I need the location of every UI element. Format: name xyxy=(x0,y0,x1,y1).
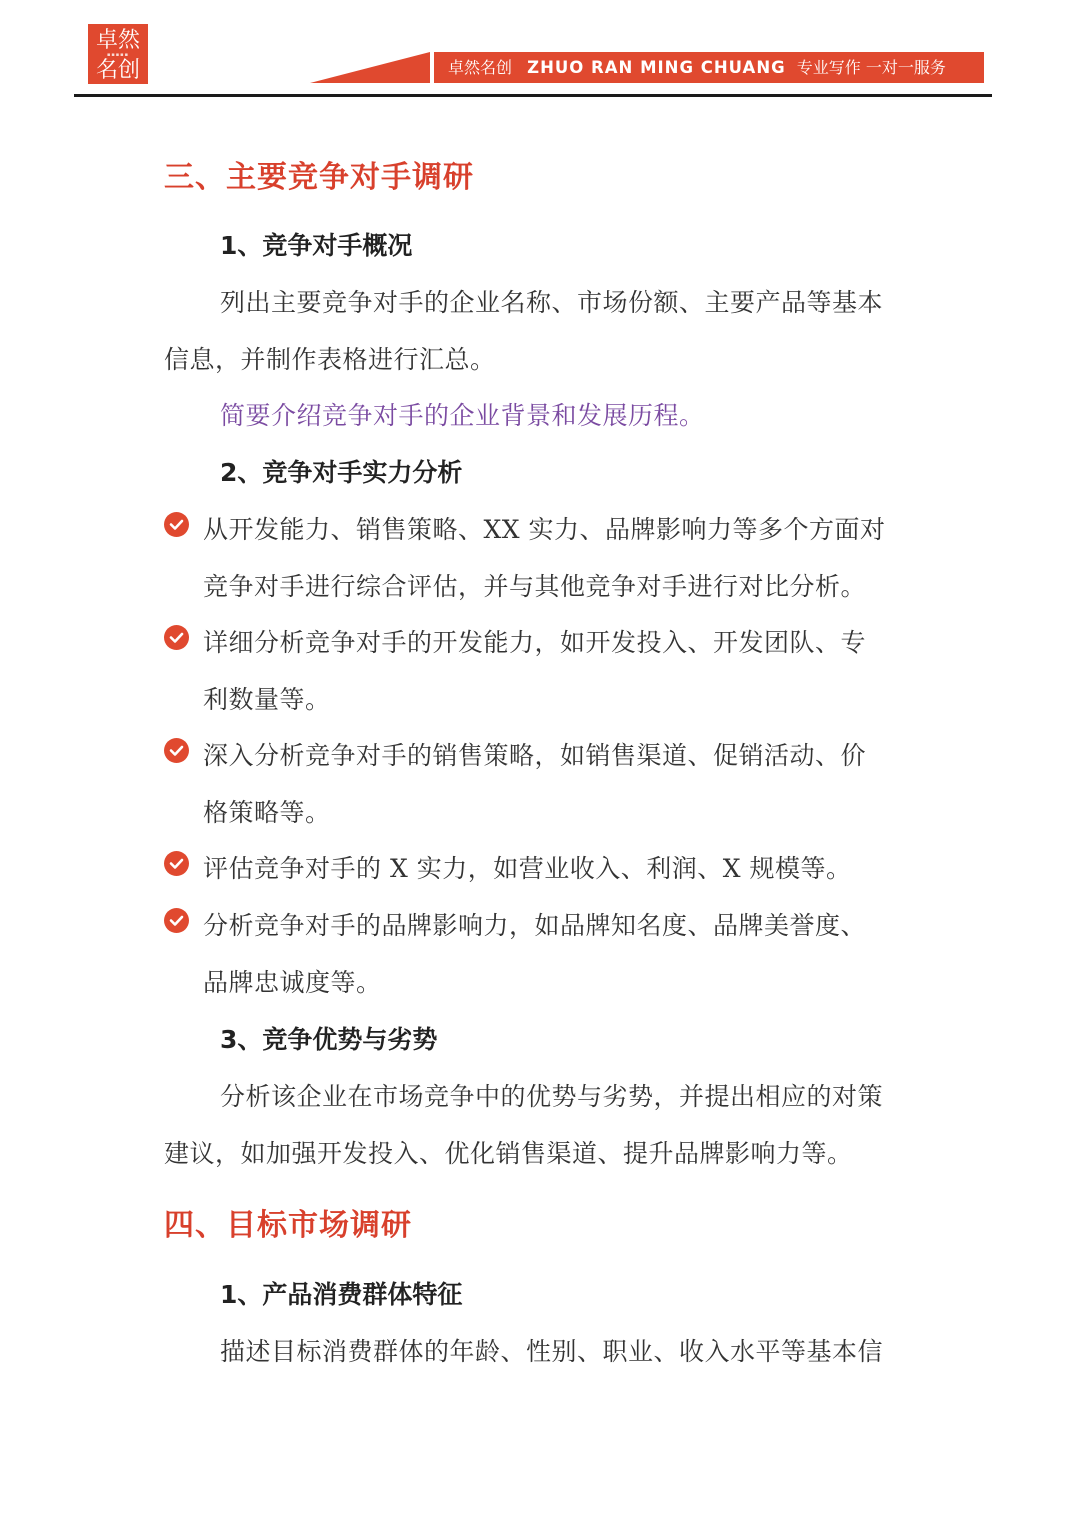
header-brand-en: ZHUO RAN MING CHUANG xyxy=(527,58,786,77)
bullet-line: 评估竞争对手的 X 实力，如营业收入、利润、X 规模等。 xyxy=(203,854,852,883)
check-icon xyxy=(164,851,189,876)
bullet-line: 详细分析竞争对手的开发能力，如开发投入、开发团队、专 xyxy=(203,628,867,657)
bullet-line: 竞争对手进行综合评估，并与其他竞争对手进行对比分析。 xyxy=(203,572,867,601)
check-icon xyxy=(164,512,189,537)
bullet-line: 深入分析竞争对手的销售策略，如销售渠道、促销活动、价 xyxy=(203,741,867,770)
brand-logo xyxy=(88,24,148,84)
bullet-line: 从开发能力、销售策略、XX 实力、品牌影响力等多个方面对 xyxy=(203,515,886,544)
section-title-target-market: 四、目标市场调研 xyxy=(164,1208,412,1243)
check-icon xyxy=(164,625,189,650)
section-title-competitors: 三、主要竞争对手调研 xyxy=(164,160,474,195)
paragraph-line: 描述目标消费群体的年龄、性别、职业、收入水平等基本信 xyxy=(220,1337,884,1366)
header-wedge-decoration xyxy=(310,52,430,83)
header-slogan: 专业写作 一对一服务 xyxy=(796,58,946,77)
subsection-title-consumer-group: 1、产品消费群体特征 xyxy=(220,1280,463,1309)
paragraph-line: 建议，如加强开发投入、优化销售渠道、提升品牌影响力等。 xyxy=(164,1139,853,1168)
check-icon xyxy=(164,738,189,763)
logo-text-top: 卓然 xyxy=(95,28,140,53)
subsection-title-advantages: 3、竞争优势与劣势 xyxy=(220,1025,438,1054)
subsection-title-strength: 2、竞争对手实力分析 xyxy=(220,458,463,487)
logo-text-bottom: 名创 xyxy=(95,58,140,83)
header-banner xyxy=(434,52,984,83)
subsection-title-overview: 1、竞争对手概况 xyxy=(220,231,413,260)
paragraph-line: 信息，并制作表格进行汇总。 xyxy=(164,345,496,374)
paragraph-line: 列出主要竞争对手的企业名称、市场份额、主要产品等基本 xyxy=(220,288,884,317)
paragraph-line: 分析该企业在市场竞争中的优势与劣势，并提出相应的对策 xyxy=(220,1082,884,1111)
header-divider xyxy=(74,94,992,97)
bullet-line: 格策略等。 xyxy=(203,798,331,827)
highlight-line: 简要介绍竞争对手的企业背景和发展历程。 xyxy=(220,401,705,430)
bullet-line: 品牌忠诚度等。 xyxy=(203,968,382,997)
logo-divider-dots: ▪▪▪▪▪ xyxy=(107,52,129,58)
check-icon xyxy=(164,908,189,933)
header-brand-cn: 卓然名创 xyxy=(448,58,513,77)
bullet-line: 分析竞争对手的品牌影响力，如品牌知名度、品牌美誉度、 xyxy=(203,911,867,940)
bullet-line: 利数量等。 xyxy=(203,685,331,714)
